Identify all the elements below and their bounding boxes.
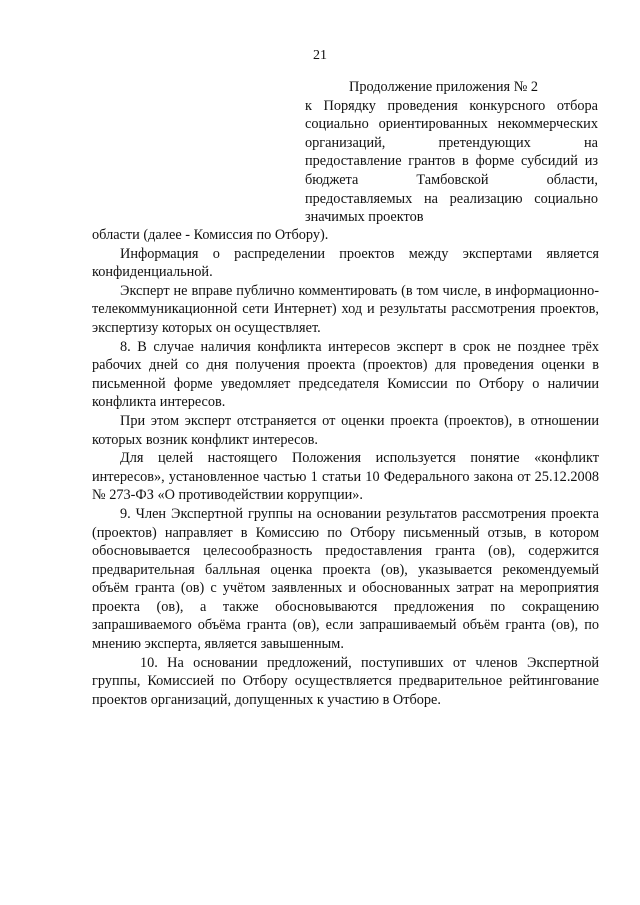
paragraph-item-9: 9. Член Экспертной группы на основании результатов рассмотрения проекта (проектов) направляет в Комиссию по Отбору письменный отзыв, в котором обосновывается целесообразность предоставления гранта (ов), содержится предварительная балльная оценка проекта (ов), указывается рекомендуемый объём гранта (ов) с учётом заявленных и обоснованных затрат на мероприятия проекта (ов), а также обосновываются предложения по сокращению запрашиваемого объёма гранта (ов), если запрашиваемый объём гранта (ов), по мнению эксперта, является завышенным.: [92, 505, 599, 653]
paragraph-item-8: 8. В случае наличия конфликта интересов эксперт в срок не позднее трёх рабочих дней со дня получения проекта (проектов) для проведения оценки в письменной форме уведомляет председателя Комиссии по Отбору о наличии конфликта интересов.: [92, 338, 599, 411]
paragraph-no-comment: Эксперт не вправе публично комментировать (в том числе, в информационно-телекоммуникационной сети Интернет) ход и результаты рассмотрения проектов, экспертизу которых он осуществляет.: [92, 282, 599, 336]
appendix-reference: к Порядку проведения конкурсного отбора социально ориентированных некоммерческих организаций, претендующих на предоставление грантов в форме субсидий из бюджета Тамбовской области, предоставляемых на реализацию социально значимых проектов: [305, 97, 598, 226]
paragraph-item-10: 10. На основании предложений, поступивших от членов Экспертной группы, Комиссией по Отбору осуществляется предварительное рейтингование проектов организаций, допущенных к участию в Отборе.: [92, 654, 599, 708]
paragraph-removal: При этом эксперт отстраняется от оценки проекта (проектов), в отношении которых возник конфликт интересов.: [92, 412, 599, 448]
page-number: 21: [313, 48, 327, 63]
appendix-header: [305, 78, 598, 227]
document-body: [92, 226, 599, 709]
paragraph-continuation: области (далее - Комиссия по Отбору).: [92, 227, 329, 243]
paragraph-conflict-definition: Для целей настоящего Положения используется понятие «конфликт интересов», установленное частью 1 статьи 10 Федерального закона от 25.12.2008 № 273-ФЗ «О противодействии коррупции».: [92, 450, 599, 504]
paragraph-confidentiality: Информация о распределении проектов между экспертами является конфиденциальной.: [92, 245, 599, 281]
appendix-title: Продолжение приложения № 2: [349, 79, 539, 95]
